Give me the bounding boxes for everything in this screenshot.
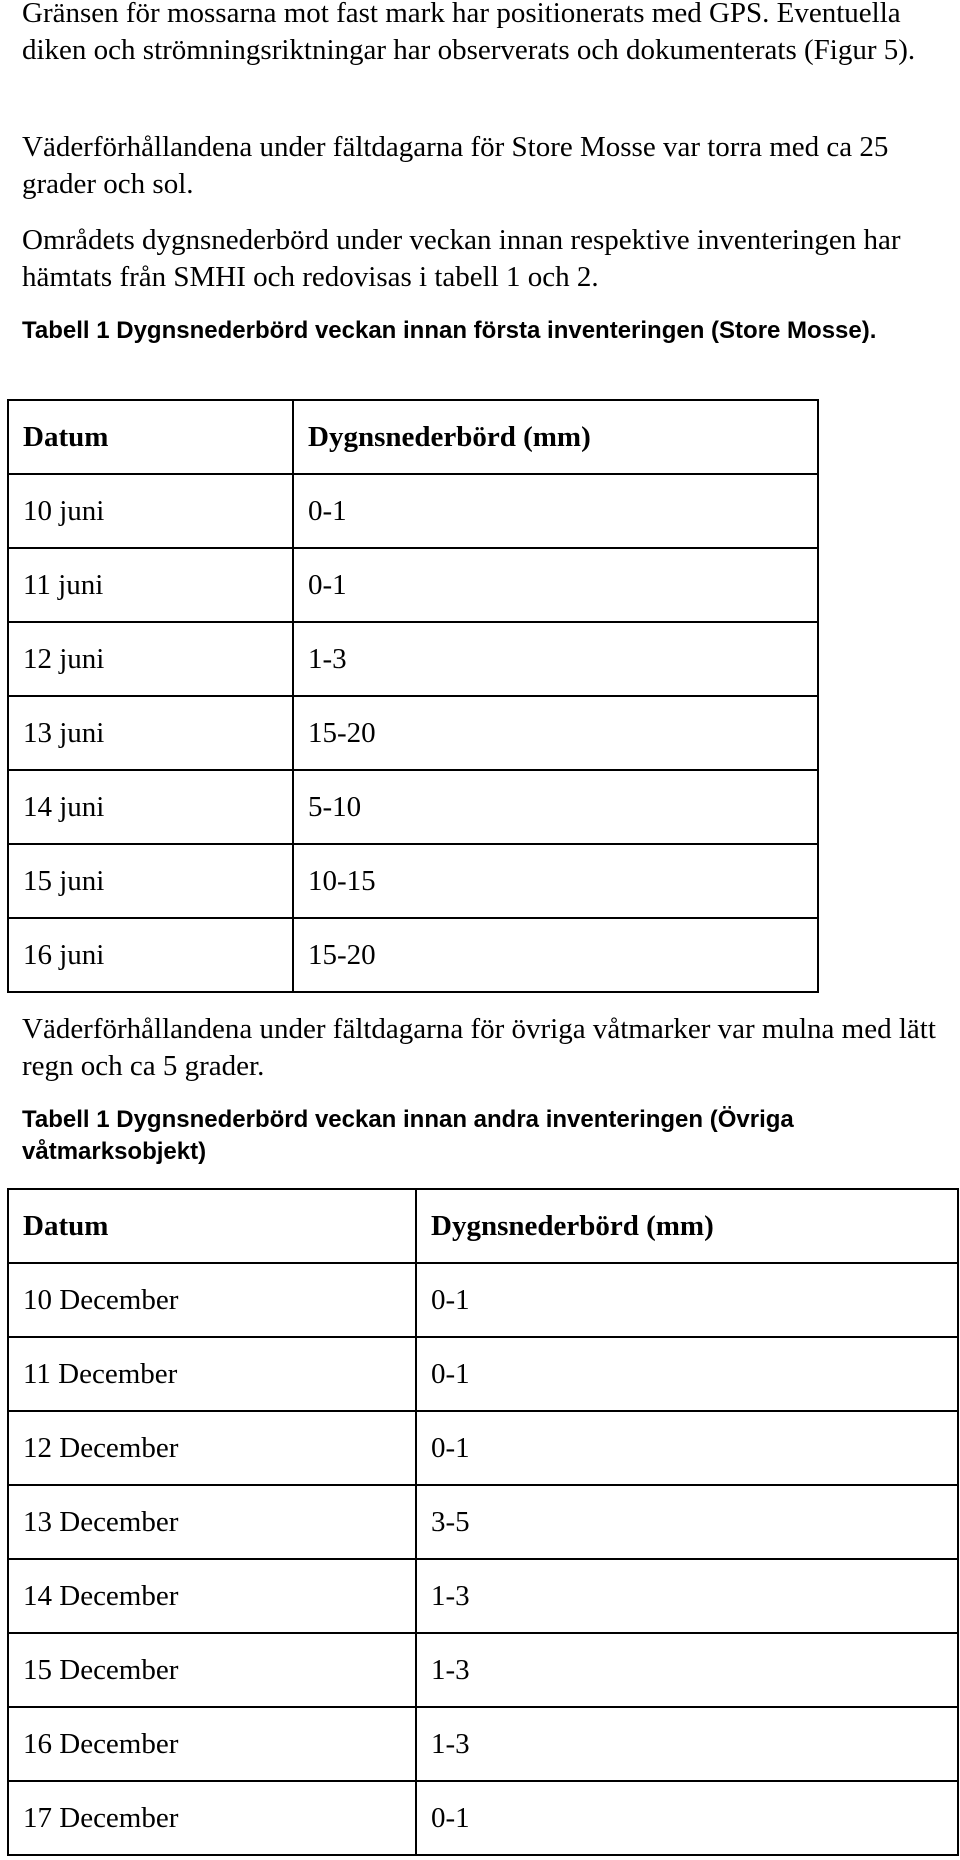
cell-date: 16 December	[8, 1707, 416, 1781]
cell-date: 12 December	[8, 1411, 416, 1485]
table2-caption: Tabell 1 Dygnsnederbörd veckan innan andra inventeringen (Övriga våtmarksobjekt)	[22, 1106, 794, 1165]
cell-precipitation: 15-20	[293, 696, 818, 770]
cell-precipitation: 0-1	[293, 548, 818, 622]
table1-caption: Tabell 1 Dygnsnederbörd veckan innan första inventeringen (Store Mosse).	[22, 317, 877, 344]
cell-precipitation: 0-1	[416, 1411, 958, 1485]
paragraph-gps: Gränsen för mossarna mot fast mark har positionerats med GPS. Eventuella diken och strömningsriktningar har observerats och dokumenterats (Figur 5).	[22, 0, 916, 66]
column-header-datum: Datum	[8, 1189, 416, 1263]
paragraph-weather-store-mosse: Väderförhållandena under fältdagarna för Store Mosse var torra med ca 25 grader och sol.	[22, 131, 889, 200]
table-row	[8, 622, 818, 696]
cell-date: 12 juni	[8, 622, 293, 696]
cell-precipitation: 0-1	[416, 1337, 958, 1411]
cell-date: 16 juni	[8, 918, 293, 992]
table-row	[8, 1337, 958, 1411]
cell-date: 17 December	[8, 1781, 416, 1855]
cell-precipitation: 1-3	[416, 1633, 958, 1707]
cell-precipitation: 1-3	[416, 1707, 958, 1781]
cell-date: 10 December	[8, 1263, 416, 1337]
column-header-precipitation: Dygnsnederbörd (mm)	[293, 400, 818, 474]
table-row	[8, 770, 818, 844]
table-row	[8, 474, 818, 548]
cell-date: 15 December	[8, 1633, 416, 1707]
table-row	[8, 1263, 958, 1337]
table-row	[8, 1559, 958, 1633]
cell-precipitation: 15-20	[293, 918, 818, 992]
cell-precipitation: 5-10	[293, 770, 818, 844]
cell-precipitation: 1-3	[293, 622, 818, 696]
table-row	[8, 1411, 958, 1485]
cell-precipitation: 3-5	[416, 1485, 958, 1559]
cell-date: 11 December	[8, 1337, 416, 1411]
cell-precipitation: 0-1	[293, 474, 818, 548]
table-header-row	[8, 400, 818, 474]
table-row	[8, 548, 818, 622]
precipitation-table-2	[7, 1188, 959, 1856]
cell-precipitation: 1-3	[416, 1559, 958, 1633]
table-row	[8, 1781, 958, 1855]
table-row	[8, 1485, 958, 1559]
cell-date: 13 December	[8, 1485, 416, 1559]
table-row	[8, 918, 818, 992]
precipitation-table-1	[7, 399, 819, 993]
cell-date: 15 juni	[8, 844, 293, 918]
cell-date: 11 juni	[8, 548, 293, 622]
cell-date: 14 December	[8, 1559, 416, 1633]
column-header-datum: Datum	[8, 400, 293, 474]
paragraph-weather-other-wetlands: Väderförhållandena under fältdagarna för övriga våtmarker var mulna med lätt regn och ca 5 grader.	[22, 1013, 936, 1082]
table-row	[8, 696, 818, 770]
column-header-precipitation: Dygnsnederbörd (mm)	[416, 1189, 958, 1263]
cell-date: 13 juni	[8, 696, 293, 770]
cell-precipitation: 0-1	[416, 1263, 958, 1337]
cell-precipitation: 10-15	[293, 844, 818, 918]
table-row	[8, 1633, 958, 1707]
cell-precipitation: 0-1	[416, 1781, 958, 1855]
paragraph-precipitation-source: Områdets dygnsnederbörd under veckan innan respektive inventeringen har hämtats från SMHI och redovisas i tabell 1 och 2.	[22, 224, 901, 293]
table-row	[8, 844, 818, 918]
table-row	[8, 1707, 958, 1781]
table-header-row	[8, 1189, 958, 1263]
cell-date: 10 juni	[8, 474, 293, 548]
cell-date: 14 juni	[8, 770, 293, 844]
